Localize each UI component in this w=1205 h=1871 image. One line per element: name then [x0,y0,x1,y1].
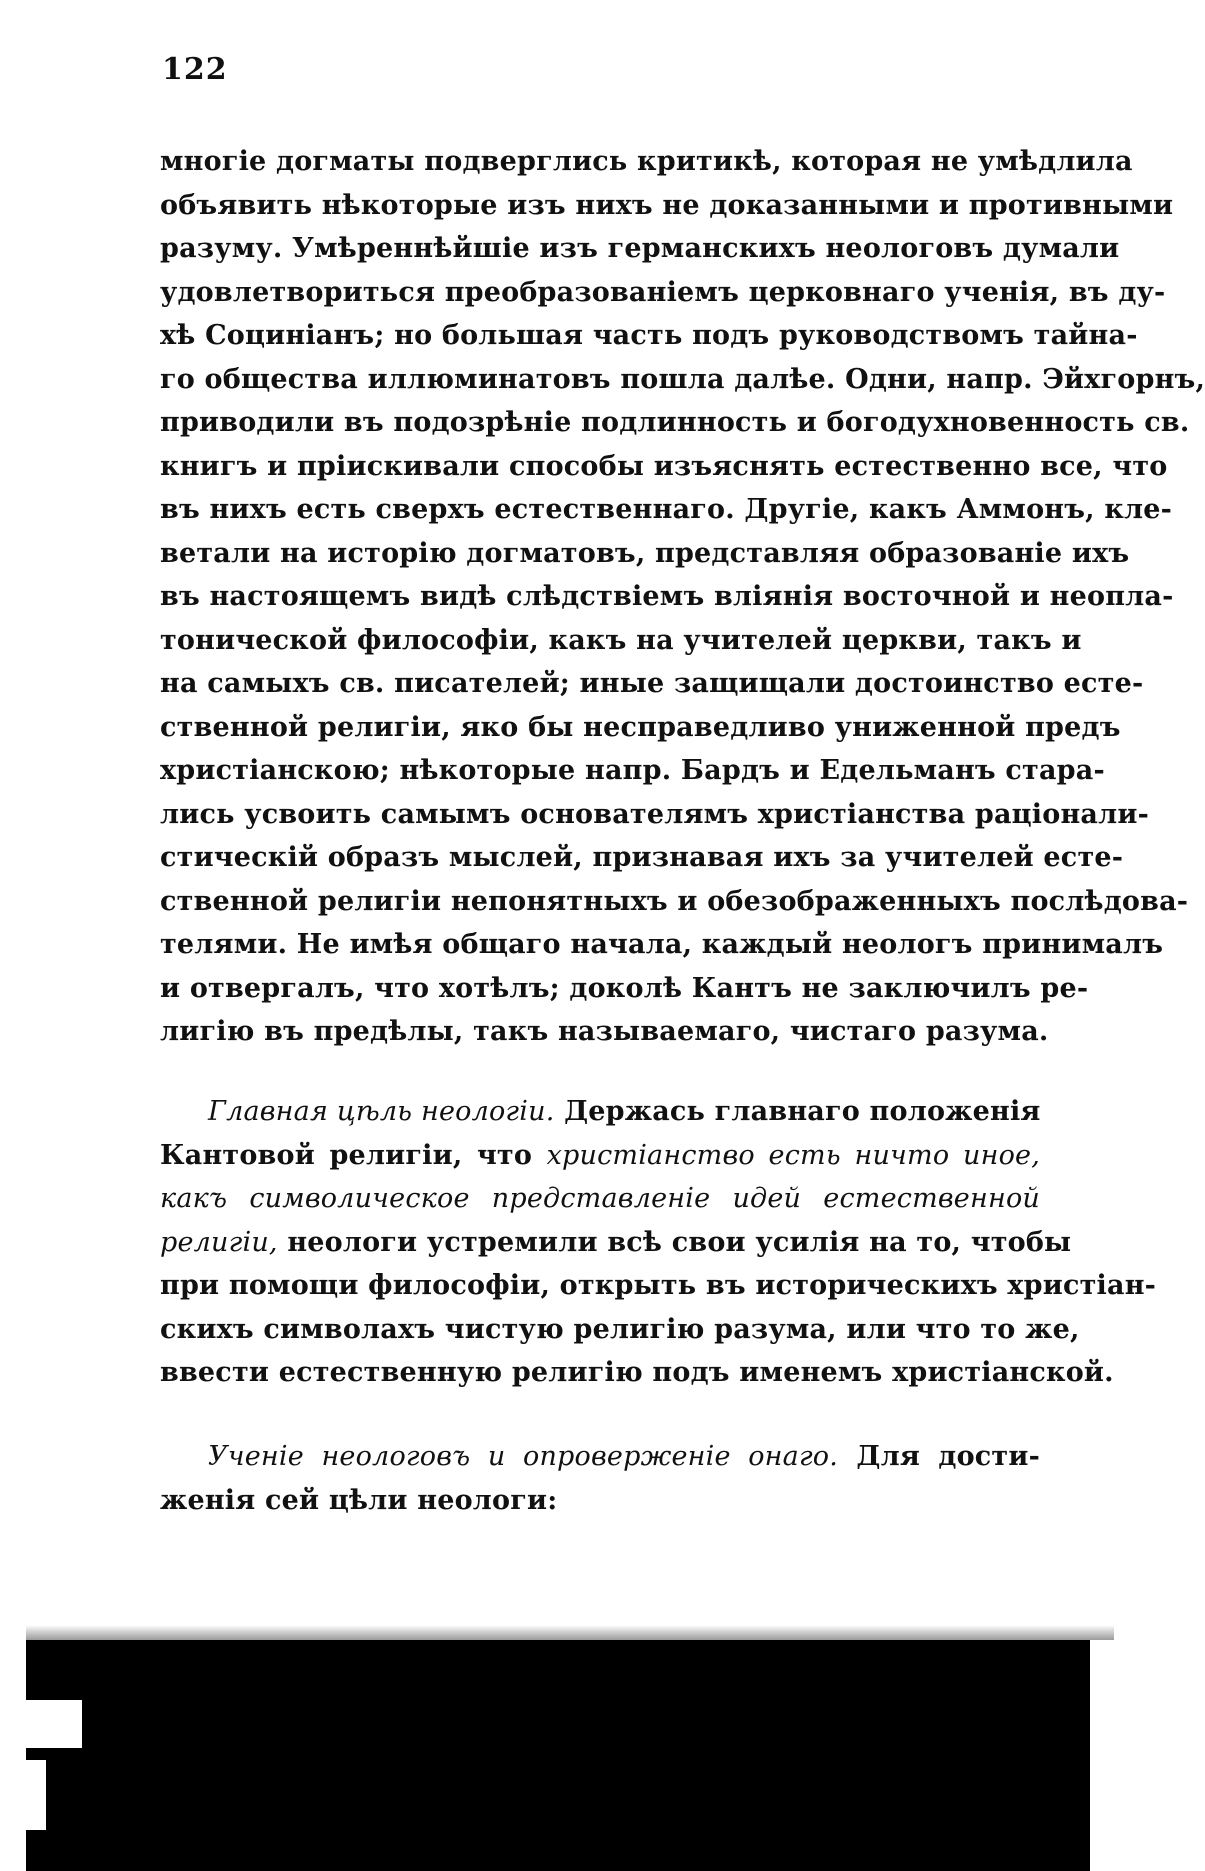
paragraph-2 [160,1090,1157,1395]
page-number: 122 [162,52,228,87]
text-line: ственной религіи, яко бы несправедливо униженной предъ [160,711,1121,743]
text-line: какъ символическое представленіе идей естественной [160,1183,1040,1214]
scan-edge-notch [26,1700,82,1748]
text-line [160,1221,1072,1265]
text-line: удовлетвориться преобразованіемъ церковнаго ученія, въ ду- [160,276,1166,308]
text-line: лигію въ предѣлы, такъ называемаго, чистаго разума. [160,1016,1049,1047]
text-line: разуму. Умѣреннѣйшіе изъ германскихъ неологовъ думали [160,233,1120,264]
text-line: многіе догматы подверглись критикѣ, которая не умѣдлила [160,146,1133,177]
italic-fragment: христіанство есть ничто иное, [546,1139,1040,1171]
text-line: стическій образъ мыслей, признавая ихъ за учителей есте- [160,842,1124,873]
scan-edge-notch [26,1760,46,1830]
paragraph-3 [160,1435,1040,1522]
text-line: ввести естественную религію подъ именемъ христіанской. [160,1357,1114,1388]
paragraph-1 [160,140,1205,1054]
italic-fragment: религіи, [160,1226,278,1258]
text-line: въ нихъ есть сверхъ естественнаго. Другіе, какъ Аммонъ, кле- [160,494,1173,525]
text-line: приводили въ подозрѣніе подлинность и богодухновенность св. [160,407,1190,438]
text-line: женія сей цѣли неологи: [160,1484,558,1516]
text-line: телями. Не имѣя общаго начала, каждый неологъ принималъ [160,929,1164,960]
text-line: лись усвоить самымъ основателямъ христіанства раціонали- [160,798,1149,830]
text-line: въ настоящемъ видѣ слѣдствіемъ вліянія восточной и неопла- [160,581,1174,612]
text-line: тонической философіи, какъ на учителей церкви, такъ и [160,624,1082,656]
text-fragment: Кантовой религіи, что [160,1139,533,1171]
text-fragment: неологи устремили всѣ свои усилія на то, чтобы [287,1226,1072,1258]
text-line: на самыхъ св. писателей; иные защищали достоинство есте- [160,668,1144,699]
text-line: при помощи философіи, открыть въ историческихъ христіан- [160,1270,1157,1301]
scan-page-margin [1090,1640,1140,1871]
text-line: ветали на исторію догматовъ, представляя образованіе ихъ [160,537,1130,569]
text-line: го общества иллюминатовъ пошла далѣе. Одни, напр. Эйхгорнъ, [160,363,1205,395]
text-fragment: Для дости- [856,1441,1040,1472]
text-line: объявить нѣкоторые изъ нихъ не доказанными и противными [160,189,1174,221]
text-line [160,1134,1040,1178]
text-fragment: Держась главнаго положенія [564,1096,1041,1127]
text-line [160,1435,1040,1479]
text-line: и отвергалъ, что хотѣлъ; доколѣ Кантъ не заключилъ ре- [160,972,1089,1004]
text-line: хѣ Социніанъ; но большая часть подъ руководствомъ тайна- [160,320,1138,351]
text-line: христіанскою; нѣкоторые напр. Бардъ и Едельманъ стара- [160,755,1105,786]
text-line: ственной религіи непонятныхъ и обезображенныхъ послѣдова- [160,885,1189,917]
section-heading-main-goal: Главная цѣль неологіи. [208,1096,555,1127]
text-line [160,1090,1040,1134]
text-line: книгъ и пріискивали способы изъяснять естественно все, что [160,450,1168,482]
text-line: скихъ символахъ чистую религію разума, или что то же, [160,1313,1080,1345]
scan-dark-edge [26,1640,1114,1871]
section-heading-teaching: Ученіе неологовъ и опроверженіе онаго. [208,1441,839,1472]
